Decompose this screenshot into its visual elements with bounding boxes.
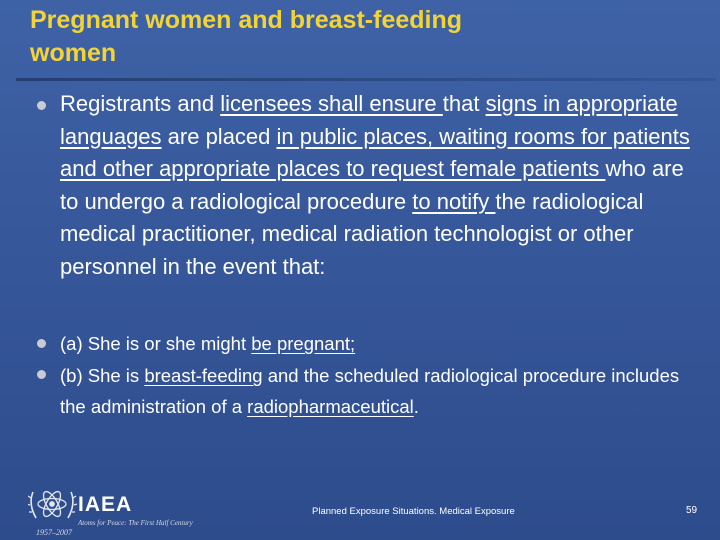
iaea-logo-text: IAEA <box>78 493 133 516</box>
bullet-1-text-seg2: licensees shall ensure <box>220 91 443 116</box>
bullet-2-text-seg1: (a) She is or she might <box>60 333 252 354</box>
bullet-dot-icon <box>37 339 46 348</box>
bullet-3-text-seg1: (b) She is <box>60 365 145 386</box>
bullet-1-text-seg3: that <box>442 91 486 116</box>
title-divider <box>16 78 716 81</box>
bullet-dot-icon <box>37 370 46 379</box>
iaea-logo-years: 1957–2007 <box>36 528 72 537</box>
bullet-1-text-seg5: are placed <box>161 123 277 149</box>
iaea-logo-tagline: Atoms for Peace: The First Half Century <box>78 519 193 527</box>
footer-caption: Planned Exposure Situations. Medical Exposure <box>312 506 515 517</box>
bullet-1-text-seg1: Registrants and <box>60 91 221 116</box>
page-number: 59 <box>686 505 698 516</box>
bullet-3-text-seg5: . <box>413 396 419 417</box>
bullet-dot-icon <box>37 101 46 110</box>
slide-title-line-1: Pregnant women and breast-feeding <box>30 6 463 34</box>
bullet-2-text <box>60 328 680 359</box>
slide-title <box>30 4 670 70</box>
bullet-2-text-seg2: be pregnant; <box>251 333 356 354</box>
bullet-1-text-seg7: who are to undergo a radiological procedure <box>60 156 684 214</box>
bullet-1-text-seg4: signs in appropriate languages <box>60 91 678 149</box>
atom-laurel-icon <box>28 489 77 519</box>
bullet-1-text-seg6: in public places, waiting rooms for patients and other appropriate places to request female patients <box>60 123 690 182</box>
bullet-3-text <box>60 360 680 422</box>
slide-title-line-2: women <box>30 39 117 67</box>
bullet-3-text-seg2: breast-feeding <box>144 365 263 386</box>
bullet-3-text-seg4: radiopharmaceutical <box>247 396 414 417</box>
bullet-1-text-seg8: to notify <box>412 188 496 214</box>
bullet-1-text-seg9: the radiological medical practitioner, medical radiation technologist or other personnel in the event that: <box>60 188 644 279</box>
bullet-3-text-seg3: and the scheduled radiological procedure includes the administration of a <box>60 365 680 417</box>
bullet-1-text <box>60 88 690 284</box>
